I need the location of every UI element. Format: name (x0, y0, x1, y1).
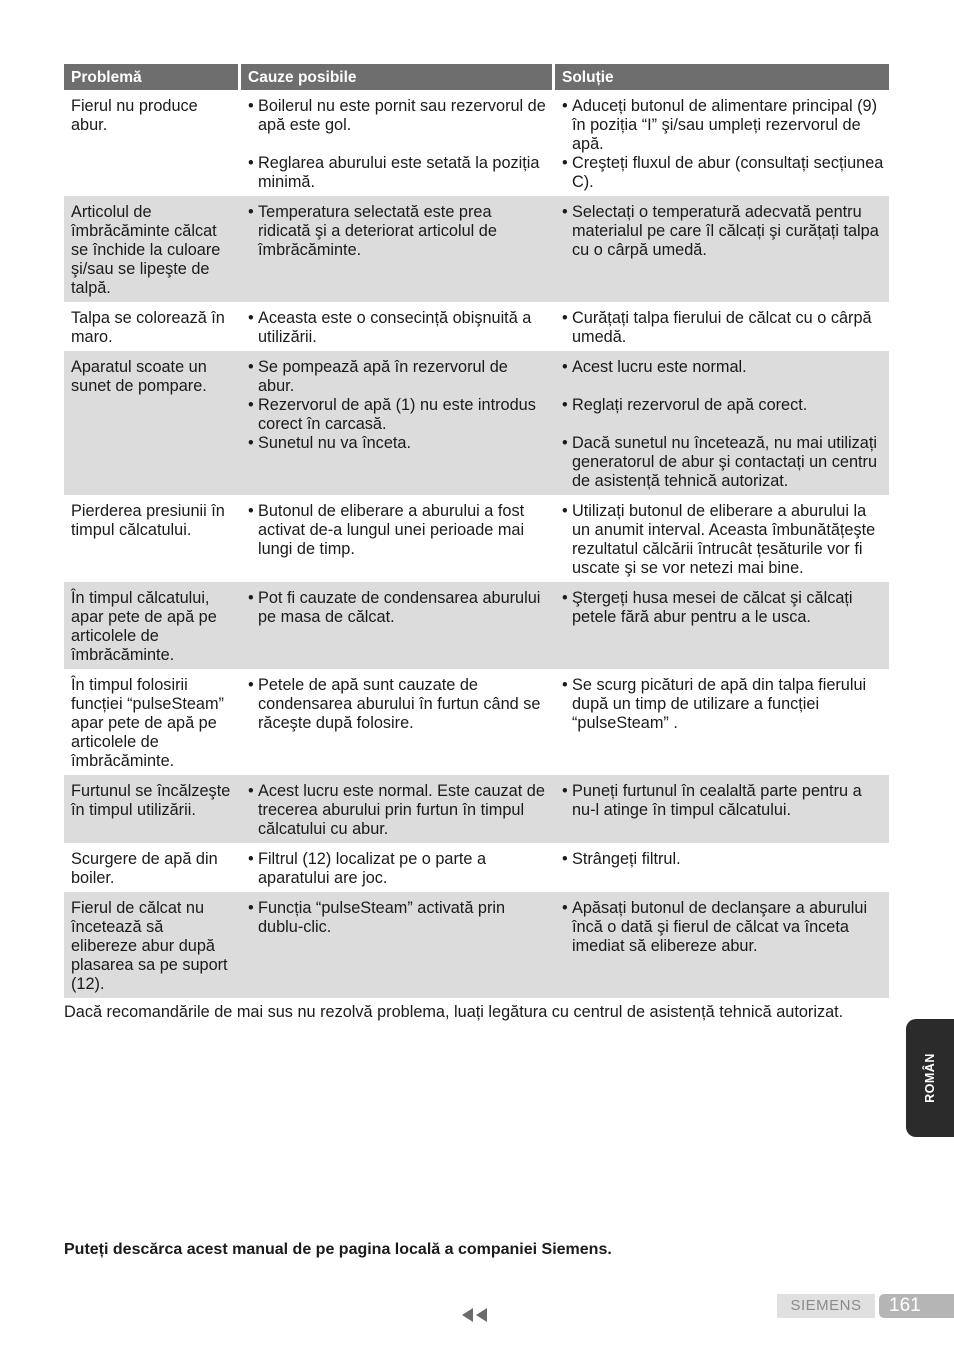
problem-cell: În timpul folosirii funcției “pulseSteam” apar pete de apă pe articolele de îmbrăcăminte. (71, 676, 224, 770)
cause-item: • Funcția “pulseSteam” activată prin dublu-clic. (248, 899, 547, 937)
problem-cell: Pierderea presiunii în timpul călcatului. (71, 502, 225, 539)
language-tab-label: ROMÂN (923, 1053, 937, 1103)
solutions-cell (552, 669, 889, 775)
cause-item: • Temperatura selectată este prea ridicată şi a deteriorat articolul de îmbrăcăminte. (248, 203, 547, 260)
cause-item: • Reglarea aburului este setată la poziția minimă. (248, 154, 547, 192)
troubleshooting-table (64, 64, 889, 998)
back-arrows-icon[interactable] (462, 1307, 492, 1323)
solution-item: • Apăsați butonul de declanşare a aburului încă o dată şi fierul de călcat va înceta imediat să elibereze abur. (562, 899, 884, 956)
table-row (64, 302, 889, 351)
problem-cell: Articolul de îmbrăcăminte călcat se închide la culoare şi/sau se lipeşte de talpă. (64, 196, 238, 302)
solutions-cell (552, 843, 889, 892)
solution-item: • Strângeți filtrul. (562, 850, 884, 869)
table-header-row (64, 64, 889, 90)
header-solution: Soluție (552, 64, 889, 90)
cause-item: • Rezervorul de apă (1) nu este introdus corect în carcasă. (248, 396, 547, 434)
solution-item: • Aduceți butonul de alimentare principal (9) în poziția “I” şi/sau umpleți rezervorul de apă. (562, 97, 884, 154)
problem-cell: Fierul de călcat nu încetează să elibereze abur după plasarea sa pe suport (12). (64, 892, 238, 998)
problem-cell: Scurgere de apă din boiler. (71, 850, 218, 887)
causes-cell (238, 669, 552, 775)
header-problem: Problemă (64, 64, 238, 90)
problem-cell: În timpul călcatului, apar pete de apă pe articolele de îmbrăcăminte. (64, 582, 238, 669)
download-note: Puteți descărca acest manual de pe pagina locală a companiei Siemens. (64, 1241, 612, 1258)
table-row (64, 582, 889, 669)
header-causes: Cauze posibile (238, 64, 552, 90)
causes-cell (238, 495, 552, 582)
causes-cell (238, 196, 552, 302)
cause-item: • Se pompează apă în rezervorul de abur. (248, 358, 547, 396)
solution-item: • Selectați o temperatură adecvată pentru materialul pe care îl călcați şi curățați talpa cu o cârpă umedă. (562, 203, 884, 260)
causes-cell (238, 351, 552, 495)
problem-cell: Talpa se colorează în maro. (71, 309, 225, 346)
page-number: 161 (879, 1294, 954, 1318)
solution-item: • Ştergeți husa mesei de călcat şi călcați petele fără abur pentru a le usca. (562, 589, 884, 627)
cause-item: • Aceasta este o consecință obişnuită a utilizării. (248, 309, 547, 347)
table-row (64, 892, 889, 998)
problem-cell: Fierul nu produce abur. (71, 97, 198, 134)
solution-item: • Dacă sunetul nu încetează, nu mai utilizați generatorul de abur şi contactați un centru de asistență tehnică autorizat. (562, 434, 884, 491)
causes-cell (238, 90, 552, 196)
solution-item: • Acest lucru este normal. (562, 358, 884, 377)
causes-cell (238, 302, 552, 351)
table-row (64, 669, 889, 775)
table-row (64, 775, 889, 843)
solution-item: • Se scurg picături de apă din talpa fierului după un timp de utilizare a funcției “pulseSteam” . (562, 676, 884, 733)
cause-item: • Butonul de eliberare a aburului a fost activat de-a lungul unei perioade mai lungi de timp. (248, 502, 547, 559)
solution-item: • Utilizați butonul de eliberare a aburului la un anumit interval. Aceasta îmbunătățeşte rezultatul călcării întrucât țesăturile vor fi uscate şi se vor netezi mai bine. (562, 502, 884, 578)
table-row (64, 196, 889, 302)
solution-item: • Puneți furtunul în cealaltă parte pentru a nu-l atinge în timpul călcatului. (562, 782, 884, 820)
solutions-cell (552, 892, 889, 998)
solutions-cell (552, 302, 889, 351)
cause-item: • Acest lucru este normal. Este cauzat de trecerea aburului prin furtun în timpul călcatului cu abur. (248, 782, 547, 839)
table-row (64, 843, 889, 892)
causes-cell (238, 843, 552, 892)
cause-item: • Sunetul nu va înceta. (248, 434, 547, 453)
footer-brand: SIEMENS (777, 1294, 875, 1318)
cause-item: • Pot fi cauzate de condensarea aburului pe masa de călcat. (248, 589, 547, 627)
table-row (64, 90, 889, 196)
causes-cell (238, 775, 552, 843)
solution-item: • Reglați rezervorul de apă corect. (562, 396, 884, 415)
solution-item: • Creşteți fluxul de abur (consultați secțiunea C). (562, 154, 884, 192)
table-row (64, 351, 889, 495)
solutions-cell (552, 495, 889, 582)
cause-item: • Petele de apă sunt cauzate de condensarea aburului în furtun când se răceşte după folosire. (248, 676, 547, 733)
solutions-cell (552, 351, 889, 495)
causes-cell (238, 582, 552, 669)
cause-item: • Boilerul nu este pornit sau rezervorul de apă este gol. (248, 97, 547, 135)
solutions-cell (552, 90, 889, 196)
causes-cell (238, 892, 552, 998)
solutions-cell (552, 775, 889, 843)
problem-cell: Aparatul scoate un sunet de pompare. (64, 351, 238, 495)
solution-item: • Curățați talpa fierului de călcat cu o cârpă umedă. (562, 309, 884, 347)
language-tab[interactable] (906, 1019, 954, 1137)
solutions-cell (552, 582, 889, 669)
table-row (64, 495, 889, 582)
solutions-cell (552, 196, 889, 302)
support-footnote: Dacă recomandările de mai sus nu rezolvă problema, luați legătura cu centrul de asistență tehnică autorizat. (64, 1003, 844, 1022)
problem-cell: Furtunul se încălzeşte în timpul utilizării. (64, 775, 238, 843)
cause-item: • Filtrul (12) localizat pe o parte a aparatului are joc. (248, 850, 547, 888)
